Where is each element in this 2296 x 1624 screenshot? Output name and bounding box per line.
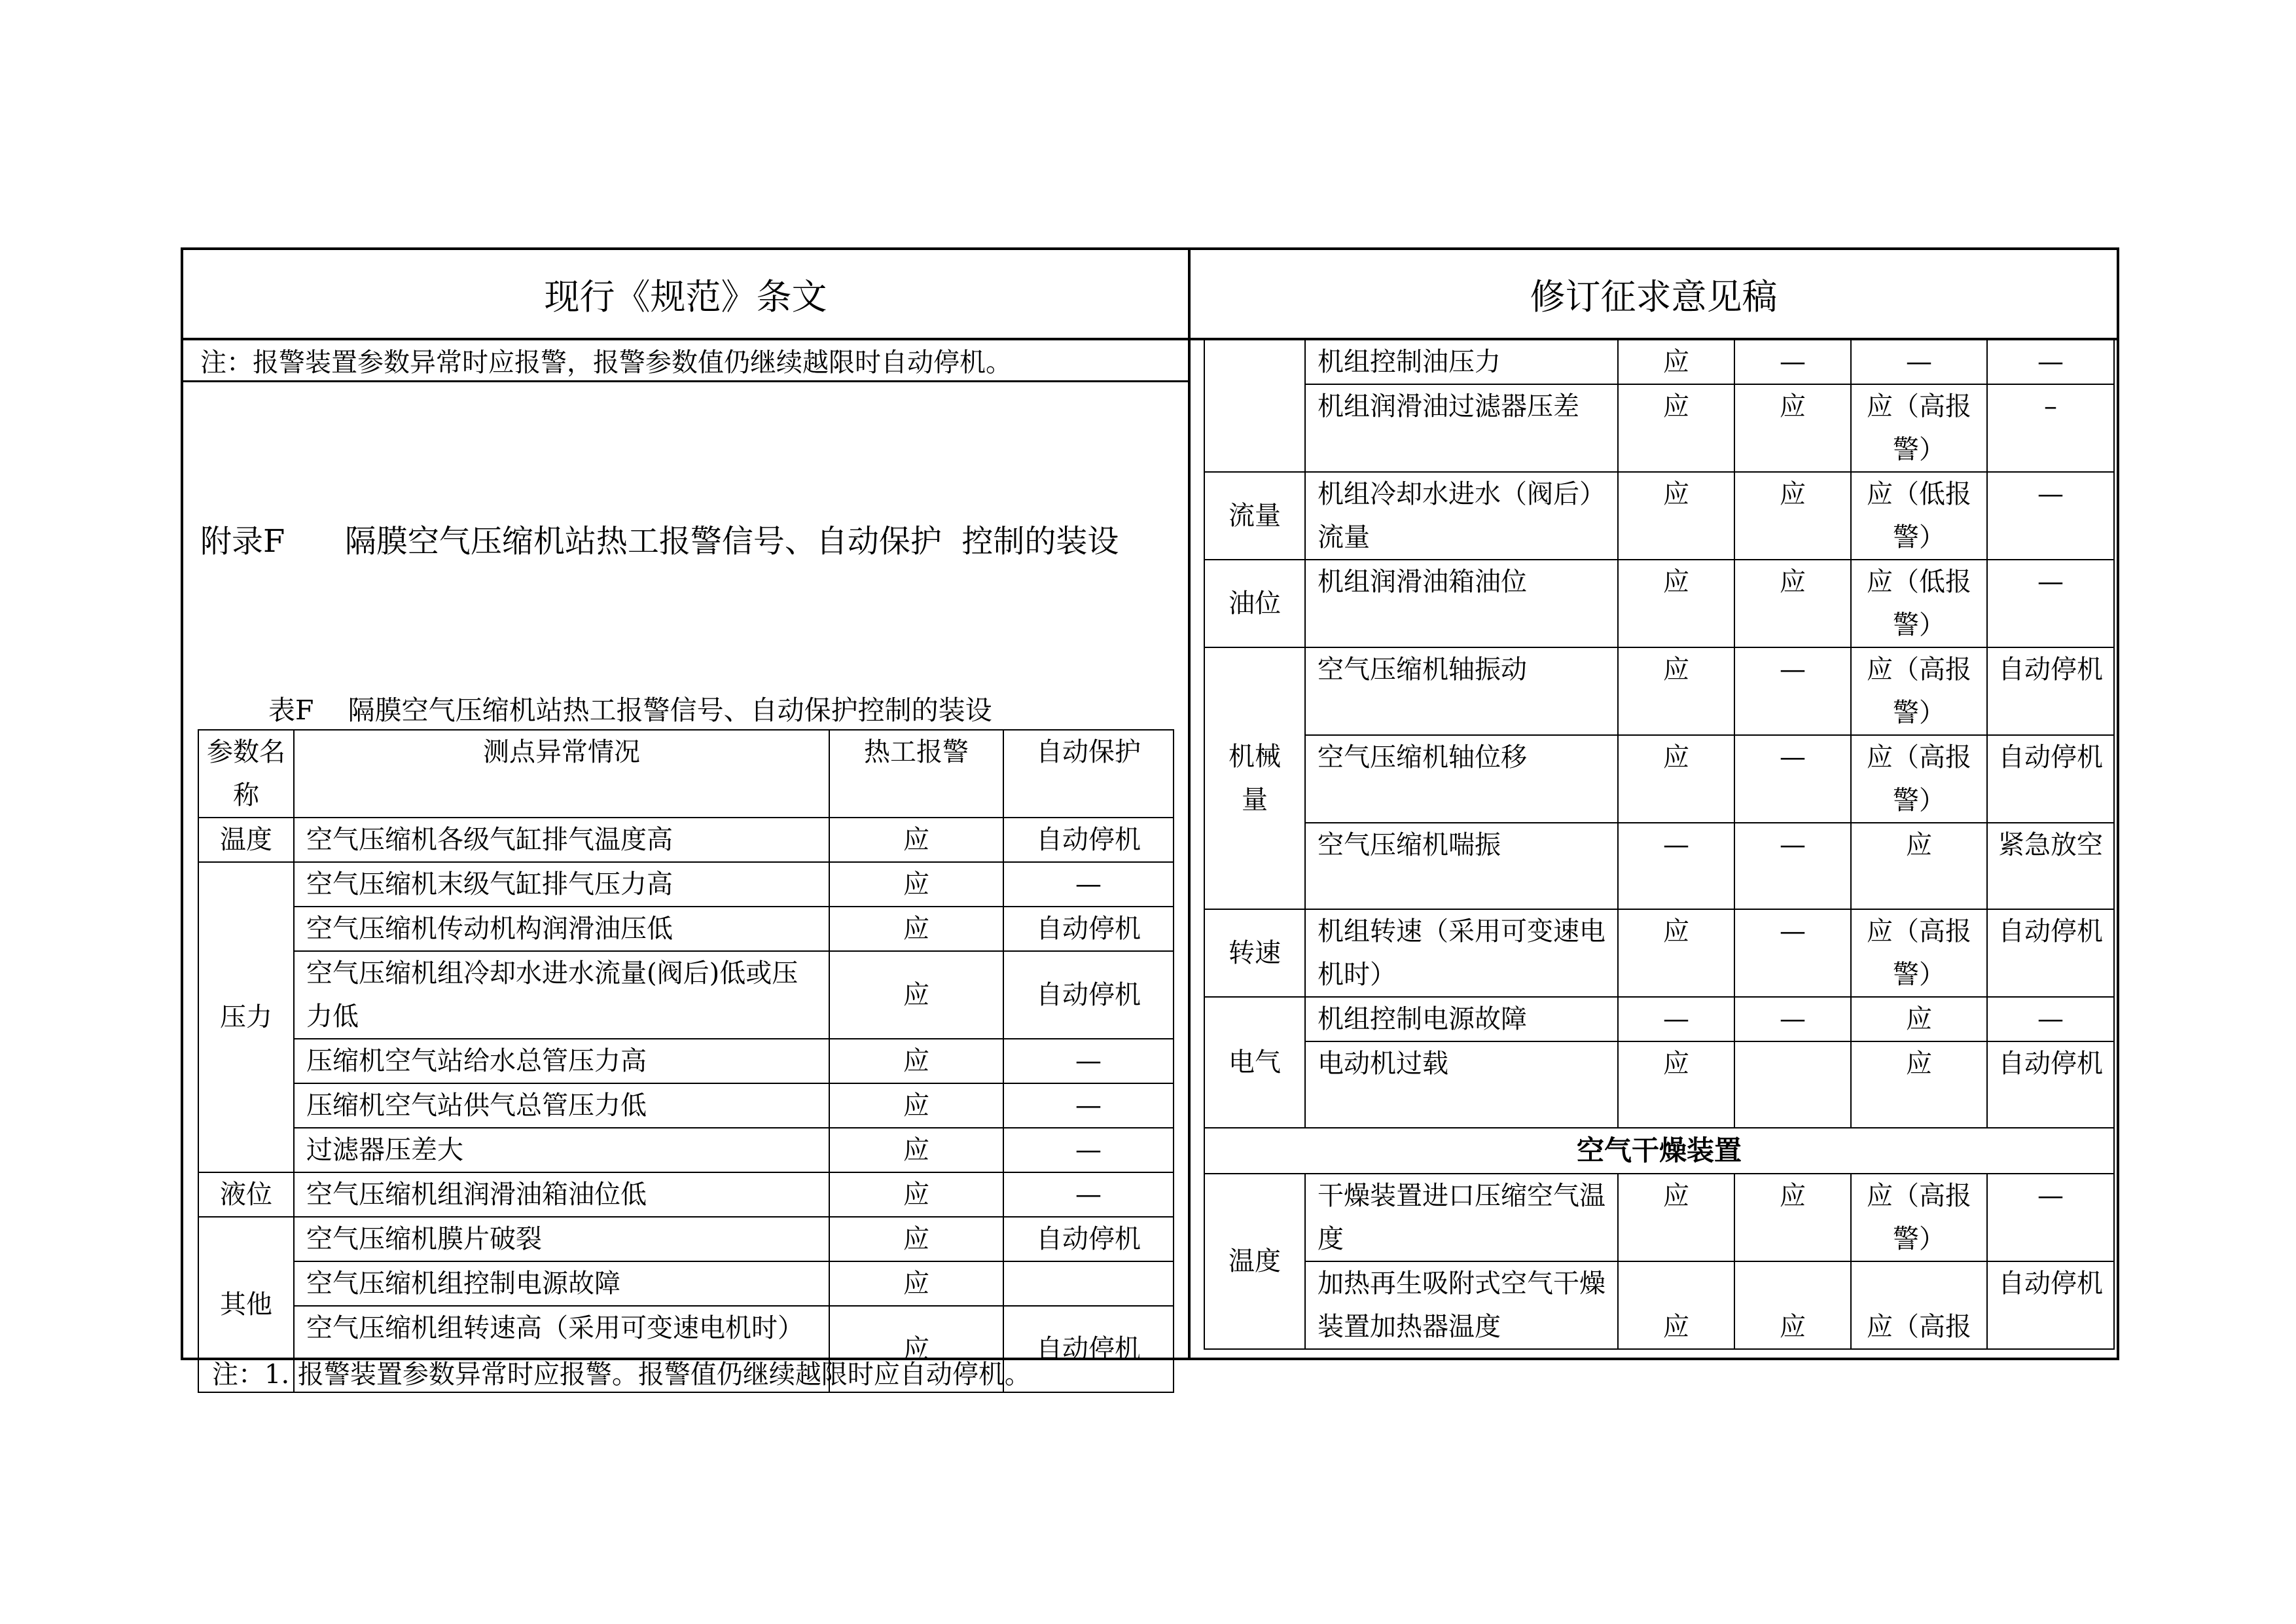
- desc-cell: 机组冷却水进水（阀后）流量: [1305, 472, 1618, 560]
- value-cell: 应: [1734, 560, 1851, 647]
- value-cell: 应（低报警）: [1851, 472, 1987, 560]
- param-cell: 温度: [198, 818, 294, 862]
- table-row: [1204, 340, 2114, 384]
- table-row: [1204, 997, 2114, 1041]
- column-divider: [1188, 250, 1191, 1358]
- value-cell: 应: [1851, 1041, 1987, 1128]
- value-cell: 应: [1618, 1261, 1734, 1349]
- value-cell: [1734, 1041, 1851, 1128]
- param-cell: 机械量: [1204, 647, 1305, 909]
- revision-draft-header: 修订征求意见稿: [1191, 250, 2117, 340]
- desc-cell: 空气压缩机各级气缸排气温度高: [294, 818, 829, 862]
- value-cell: 应（高报警）: [1851, 735, 1987, 823]
- desc-cell: 空气压缩机组冷却水进水流量(阀后)低或压力低: [294, 951, 829, 1039]
- value-cell: —: [1734, 735, 1851, 823]
- header-param-name: 参数名称: [198, 730, 294, 818]
- value-cell: 自动停机: [1987, 909, 2114, 997]
- value-cell: —: [1618, 997, 1734, 1041]
- value-cell: 应: [1618, 472, 1734, 560]
- desc-cell: 过滤器压差大: [294, 1128, 829, 1172]
- table-row: [198, 1172, 1174, 1217]
- alarm-cell: 应: [829, 951, 1003, 1039]
- desc-cell: 干燥装置进口压缩空气温度: [1305, 1174, 1618, 1261]
- value-cell: 应（高报警）: [1851, 384, 1987, 472]
- protect-cell: 自动停机: [1003, 1217, 1174, 1261]
- protect-cell: —: [1003, 1039, 1174, 1083]
- desc-cell: 空气压缩机组转速高（采用可变速电机时）: [294, 1306, 829, 1392]
- value-cell: —: [1987, 560, 2114, 647]
- protect-cell: 自动停机: [1003, 1306, 1174, 1392]
- desc-cell: 机组润滑油过滤器压差: [1305, 384, 1618, 472]
- desc-cell: 空气压缩机轴振动: [1305, 647, 1618, 735]
- value-cell: 应: [1618, 735, 1734, 823]
- table-row: [1204, 384, 2114, 472]
- table-row: [198, 1083, 1174, 1128]
- value-cell: 应: [1618, 1041, 1734, 1128]
- table-row: [1204, 1174, 2114, 1261]
- alarm-cell: 应: [829, 907, 1003, 951]
- comparison-frame: [181, 247, 2119, 1390]
- param-cell: 温度: [1204, 1174, 1305, 1349]
- table-row: [1204, 560, 2114, 647]
- header-condition: 测点异常情况: [294, 730, 829, 818]
- value-cell: —: [1851, 340, 1987, 384]
- table-row: [198, 907, 1174, 951]
- param-cell: 液位: [198, 1172, 294, 1217]
- param-cell: [1204, 340, 1305, 472]
- current-spec-column: [183, 340, 1188, 1390]
- table-row: [198, 1217, 1174, 1261]
- alarm-cell: 应: [829, 818, 1003, 862]
- value-cell: —: [1987, 472, 2114, 560]
- value-cell: —: [1734, 647, 1851, 735]
- param-cell: 压力: [198, 862, 294, 1172]
- value-cell: 应: [1734, 472, 1851, 560]
- value-cell: 应（高报警）: [1851, 1174, 1987, 1261]
- desc-cell: 机组控制电源故障: [1305, 997, 1618, 1041]
- alarm-cell: 应: [829, 1172, 1003, 1217]
- protect-cell: 自动停机: [1003, 818, 1174, 862]
- table-row: [198, 862, 1174, 907]
- param-cell: 油位: [1204, 560, 1305, 647]
- value-cell: —: [1987, 1174, 2114, 1261]
- alarm-cell: 应: [829, 1039, 1003, 1083]
- protect-cell: —: [1003, 1083, 1174, 1128]
- value-cell: —: [1734, 909, 1851, 997]
- param-cell: 转速: [1204, 909, 1305, 997]
- desc-cell: 压缩机空气站给水总管压力高: [294, 1039, 829, 1083]
- value-cell: —: [1734, 340, 1851, 384]
- param-cell: 其他: [198, 1217, 294, 1392]
- table-header-row: [198, 730, 1174, 818]
- alarm-cell: 应: [829, 862, 1003, 907]
- table-caption: 表F 隔膜空气压缩机站热工报警信号、自动保护控制的装设: [268, 695, 992, 726]
- table-row: [198, 1039, 1174, 1083]
- value-cell: 应: [1851, 823, 1987, 909]
- value-cell: —: [1618, 823, 1734, 909]
- desc-cell: 机组转速（采用可变速电机时）: [1305, 909, 1618, 997]
- current-spec-header: 现行《规范》条文: [183, 250, 1188, 340]
- desc-cell: 机组控制油压力: [1305, 340, 1618, 384]
- value-cell: 应: [1618, 909, 1734, 997]
- value-cell: 应: [1734, 1261, 1851, 1349]
- table-row: [198, 1261, 1174, 1306]
- desc-cell: 空气压缩机组润滑油箱油位低: [294, 1172, 829, 1217]
- desc-cell: 空气压缩机传动机构润滑油压低: [294, 907, 829, 951]
- table-row: [1204, 823, 2114, 909]
- value-cell: 应: [1618, 384, 1734, 472]
- value-cell: 应: [1851, 997, 1987, 1041]
- desc-cell: 电动机过载: [1305, 1041, 1618, 1128]
- alarm-table-revision: [1204, 339, 2115, 1350]
- desc-cell: 空气压缩机轴位移: [1305, 735, 1618, 823]
- table-row: [198, 818, 1174, 862]
- value-cell: 应: [1618, 340, 1734, 384]
- table-row: [198, 951, 1174, 1039]
- table-row: [1204, 735, 2114, 823]
- bottom-note: 注：1. 报警装置参数异常时应报警。报警值仍继续越限时应自动停机。: [212, 1360, 1031, 1390]
- value-cell: 应（高报警）: [1851, 909, 1987, 997]
- header-alarm: 热工报警: [829, 730, 1003, 818]
- desc-cell: 空气压缩机膜片破裂: [294, 1217, 829, 1261]
- appendix-title: 附录F 隔膜空气压缩机站热工报警信号、自动保护 控制的装设: [200, 523, 1119, 560]
- value-cell: 应（高报警）: [1851, 647, 1987, 735]
- value-cell: —: [1987, 997, 2114, 1041]
- desc-cell: 加热再生吸附式空气干燥装置加热器温度: [1305, 1261, 1618, 1349]
- desc-cell: 空气压缩机末级气缸排气压力高: [294, 862, 829, 907]
- table-row: [1204, 472, 2114, 560]
- table-row: [1204, 1041, 2114, 1128]
- protect-cell: —: [1003, 1172, 1174, 1217]
- value-cell: —: [1987, 340, 2114, 384]
- value-cell: 自动停机: [1987, 1261, 2114, 1349]
- value-cell: 应: [1618, 560, 1734, 647]
- table-row: [198, 1128, 1174, 1172]
- protect-cell: —: [1003, 862, 1174, 907]
- value-cell: –: [1987, 384, 2114, 472]
- alarm-cell: 应: [829, 1217, 1003, 1261]
- desc-cell: 空气压缩机喘振: [1305, 823, 1618, 909]
- value-cell: 自动停机: [1987, 647, 2114, 735]
- value-cell: 应: [1734, 384, 1851, 472]
- value-cell: 自动停机: [1987, 735, 2114, 823]
- alarm-table-current: [198, 729, 1174, 1393]
- protect-cell: [1003, 1261, 1174, 1306]
- header-protection: 自动保护: [1003, 730, 1174, 818]
- table-row: [1204, 909, 2114, 997]
- value-cell: —: [1734, 997, 1851, 1041]
- alarm-cell: 应: [829, 1128, 1003, 1172]
- protect-cell: —: [1003, 1128, 1174, 1172]
- table-row: [1204, 1261, 2114, 1349]
- desc-cell: 机组润滑油箱油位: [1305, 560, 1618, 647]
- value-cell: 应: [1618, 647, 1734, 735]
- desc-cell: 压缩机空气站供气总管压力低: [294, 1083, 829, 1128]
- param-cell: 流量: [1204, 472, 1305, 560]
- param-cell: 电气: [1204, 997, 1305, 1128]
- protect-cell: 自动停机: [1003, 907, 1174, 951]
- alarm-cell: 应: [829, 1261, 1003, 1306]
- section-row: [1204, 1128, 2114, 1174]
- value-cell: 应: [1618, 1174, 1734, 1261]
- section-title-dryer: 空气干燥装置: [1204, 1128, 2114, 1174]
- value-cell: 紧急放空: [1987, 823, 2114, 909]
- desc-cell: 空气压缩机组控制电源故障: [294, 1261, 829, 1306]
- alarm-cell: 应: [829, 1083, 1003, 1128]
- protect-cell: 自动停机: [1003, 951, 1174, 1039]
- value-cell: 应: [1734, 1174, 1851, 1261]
- value-cell: 自动停机: [1987, 1041, 2114, 1128]
- value-cell: 应（高报: [1851, 1261, 1987, 1349]
- value-cell: —: [1734, 823, 1851, 909]
- alarm-cell: 应: [829, 1306, 1003, 1392]
- table-row: [1204, 647, 2114, 735]
- value-cell: 应（低报警）: [1851, 560, 1987, 647]
- top-note: 注：报警装置参数异常时应报警，报警参数值仍继续越限时自动停机。: [183, 340, 1188, 382]
